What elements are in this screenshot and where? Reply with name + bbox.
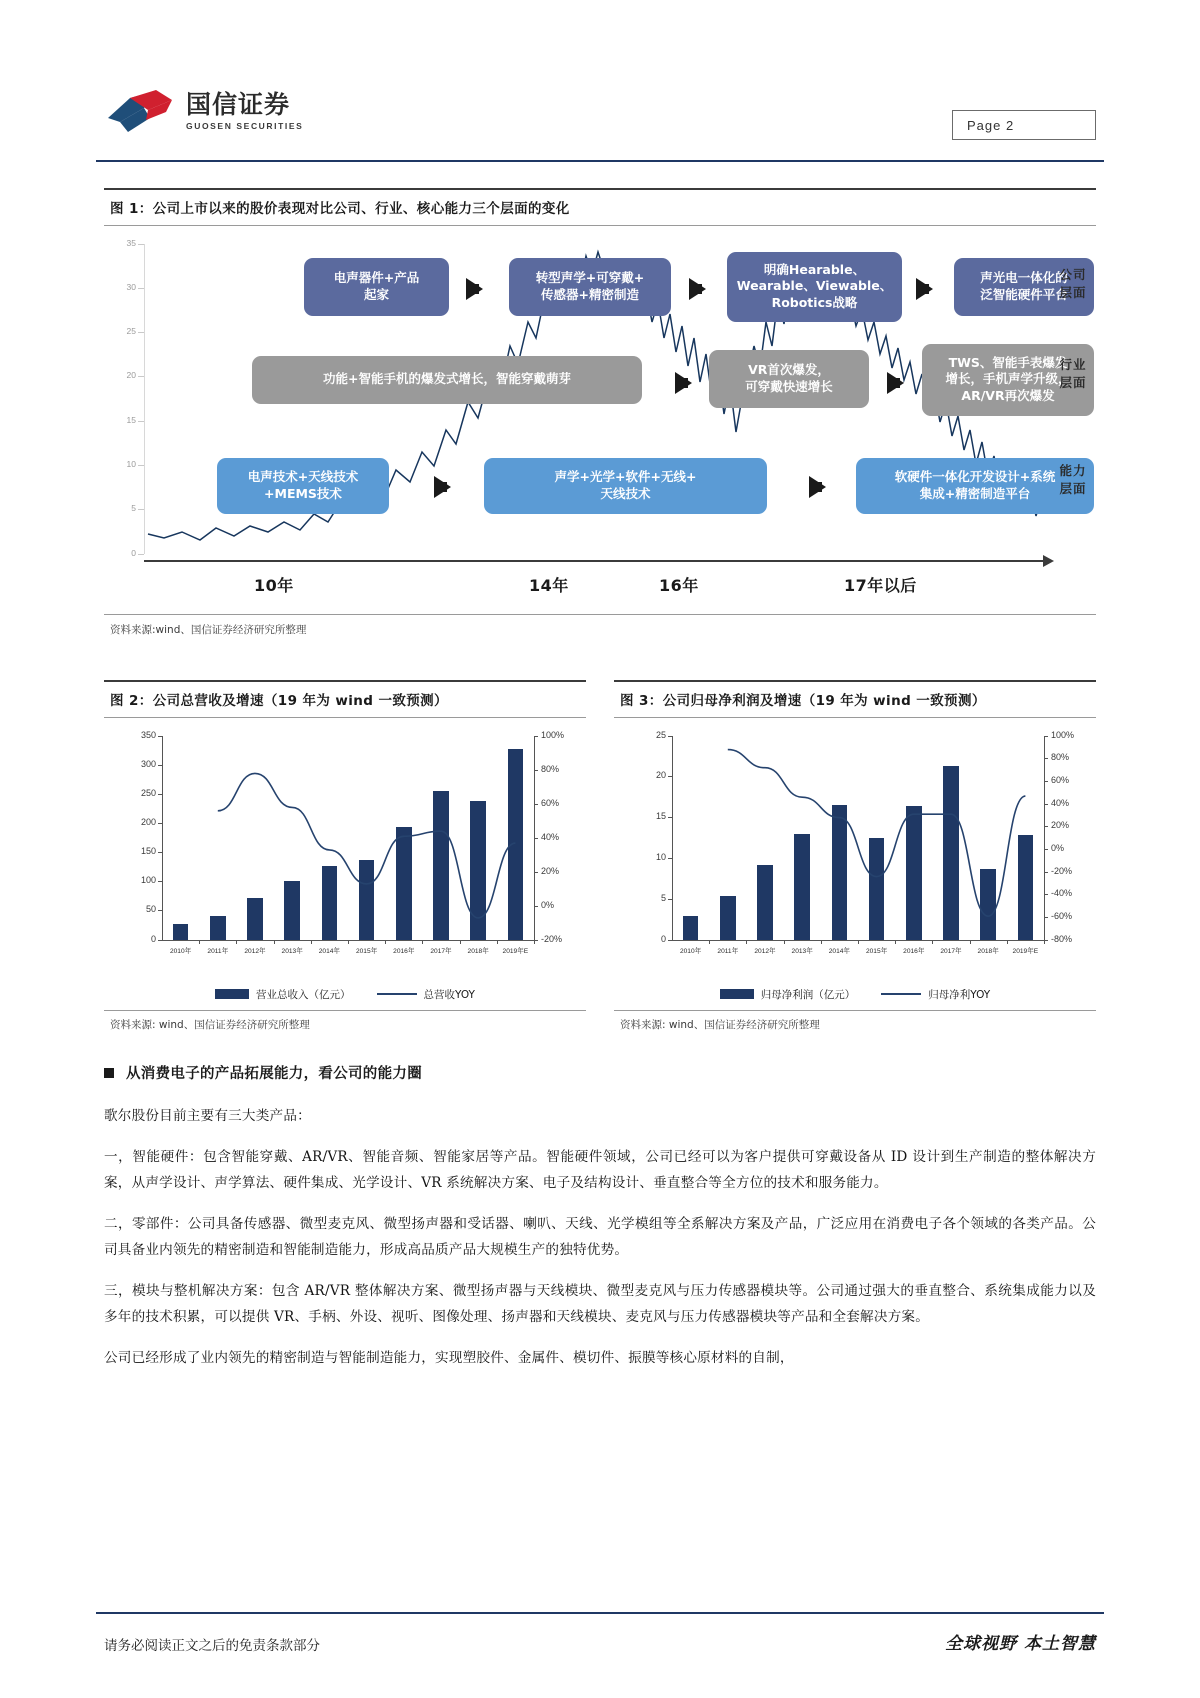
- arrow-capability-2: [809, 476, 826, 498]
- fig2-plot-y2-tickmark: [534, 872, 538, 873]
- arrow-company-2: [689, 278, 706, 300]
- figure-3-source: 资料来源: wind、国信证券经济研究所整理: [620, 1018, 820, 1031]
- fig3-plot-y-tick: 10: [655, 851, 666, 862]
- fig2-plot-x-tickmark: [385, 940, 386, 944]
- arrow-company-1: [466, 278, 483, 300]
- fig3-plot-category-label: 2011年: [717, 947, 739, 955]
- fig3-plot-x-tickmark: [821, 940, 822, 944]
- fig3-plot-x-tickmark: [784, 940, 785, 944]
- figure-1-x-axis: [144, 560, 1044, 562]
- legend-line-swatch: [377, 993, 417, 995]
- fig3-plot-bar: [757, 865, 773, 940]
- fig2-plot-x-tickmark: [422, 940, 423, 944]
- fig3-plot-y-tickmark: [668, 817, 672, 818]
- capability-box-2: 声学+光学+软件+无线+ 天线技术: [484, 458, 767, 514]
- fig2-plot-y-tick: 350: [140, 729, 156, 740]
- industry-box-2: VR首次爆发， 可穿戴快速增长: [709, 350, 869, 408]
- fig2-plot-y2-tickmark: [534, 736, 538, 737]
- fig2-plot-y-tickmark: [158, 940, 162, 941]
- layer-label-capability: 能力 层面: [1059, 462, 1087, 497]
- fig2-plot-x-tickmark: [274, 940, 275, 944]
- fig3-plot-y-tick: 0: [660, 933, 666, 944]
- figure-1-source: 资料来源:wind、国信证券经济研究所整理: [110, 623, 307, 636]
- fig2-plot-y-tickmark: [158, 794, 162, 795]
- legend-bar-label: 营业总收入（亿元）: [256, 988, 351, 1001]
- fig2-plot-category-label: 2014年: [318, 947, 341, 955]
- fig2-plot-bar: [210, 916, 226, 940]
- fig3-plot-category-label: 2015年: [865, 947, 888, 955]
- fig3-plot-y2-tick: 0%: [1051, 842, 1065, 853]
- fig2-plot-y2-tickmark: [534, 804, 538, 805]
- fig3-plot-x-tickmark: [1044, 940, 1045, 944]
- figure-2-plot: [104, 718, 586, 1008]
- fig3-plot-y2-tick: -80%: [1051, 933, 1073, 944]
- fig2-plot-category-label: 2012年: [244, 947, 266, 955]
- fig3-plot-category-label: 2013年: [791, 947, 813, 955]
- legend-bar-label: 归母净利润（亿元）: [760, 988, 856, 1001]
- fig2-plot-y2-tick: 100%: [541, 729, 565, 740]
- header-divider: [96, 160, 1104, 162]
- fig3-plot-y2-tickmark: [1044, 894, 1048, 895]
- fig2-plot-y-tick: 150: [140, 846, 156, 857]
- company-box-4: 声光电一体化的 泛智能硬件平台: [954, 258, 1094, 316]
- fig3-plot-y2-tickmark: [1044, 781, 1048, 782]
- fig3-plot-category-label: 2016年: [903, 947, 925, 955]
- fig3-plot-x-tickmark: [932, 940, 933, 944]
- fig2-plot-y2-tick: 40%: [541, 831, 560, 842]
- paragraph-2: 二，零部件：公司具备传感器、微型麦克风、微型扬声器和受话器、喇叭、天线、光学模组等全系解决方案及产品，广泛应用在消费电子各个领域的各类产品。公司具备业内领先的精密制造和智能制造能力，形成高品质产品大规模生产的独特优势。: [104, 1215, 1096, 1258]
- fig2-plot-y-tick: 50: [145, 904, 156, 915]
- arrow-capability-1: [434, 476, 451, 498]
- fig3-plot-bar: [1018, 835, 1034, 939]
- fig2-plot-x-tickmark: [497, 940, 498, 944]
- figure-1-y-tick: 10: [126, 459, 136, 470]
- fig3-plot-y2-tick: 20%: [1051, 820, 1070, 831]
- figure-1-y-tick: 30: [126, 281, 136, 292]
- fig3-plot-y2-tickmark: [1044, 872, 1048, 873]
- arrow-industry-2: [887, 372, 904, 394]
- fig3-plot-y2-tick: 60%: [1051, 774, 1070, 785]
- fig3-plot-y2-tickmark: [1044, 758, 1048, 759]
- year-label-3: 16年: [659, 575, 699, 595]
- body-content: [104, 1048, 1096, 1385]
- logo-text-en: GUOSEN SECURITIES: [186, 120, 304, 131]
- company-logo: [104, 88, 303, 134]
- fig2-plot-x-tickmark: [236, 940, 237, 944]
- fig2-plot-bar: [396, 827, 412, 939]
- fig3-plot-category-label: 2019年E: [1012, 947, 1039, 955]
- fig3-plot-y2-tick: 80%: [1051, 752, 1070, 763]
- fig3-plot-category-label: 2010年: [679, 947, 702, 955]
- fig3-plot-y2-tickmark: [1044, 917, 1048, 918]
- fig3-plot-bar: [720, 896, 736, 939]
- figure-2-legend: [104, 987, 586, 1002]
- year-label-4: 17年以后: [844, 575, 917, 595]
- paragraph-3: 三，模块与整机解决方案：包含 AR/VR 整体解决方案、微型扬声器与天线模块、微型麦克风与压力传感器模块等。公司通过强大的垂直整合、系统集成能力以及多年的技术积累，可以提供 VR、手柄、外设、视听、图像处理、扬声器和天线模块、麦克风与压力传感器模块等产品和全套解决方案。: [104, 1282, 1096, 1325]
- figure-1-title: 图 1：公司上市以来的股价表现对比公司、行业、核心能力三个层面的变化: [110, 200, 570, 217]
- legend-bar-swatch: [215, 989, 249, 999]
- company-box-1: 电声器件+产品 起家: [304, 258, 449, 316]
- fig2-plot-x-tickmark: [311, 940, 312, 944]
- fig2-plot-y-tickmark: [158, 823, 162, 824]
- fig2-plot-y2-tickmark: [534, 770, 538, 771]
- fig3-plot-y2-tick: -60%: [1051, 910, 1073, 921]
- fig2-plot-category-label: 2013年: [281, 947, 303, 955]
- fig2-plot-y2-tick: 80%: [541, 763, 560, 774]
- legend-item-bar: [215, 987, 351, 1002]
- fig2-plot-category-label: 2016年: [393, 947, 415, 955]
- fig2-plot-left-axis: [162, 736, 163, 940]
- figure-1-y-tick: 0: [131, 547, 136, 558]
- figure-3-title: 图 3：公司归母净利润及增速（19 年为 wind 一致预测）: [620, 692, 986, 709]
- fig3-plot-y2-tick: 100%: [1051, 729, 1075, 740]
- fig3-plot-y2-tickmark: [1044, 826, 1048, 827]
- layer-label-company: 公司 层面: [1059, 266, 1087, 301]
- layer-label-industry: 行业 层面: [1059, 356, 1087, 391]
- paragraph-intro: 歌尔股份目前主要有三大类产品：: [104, 1108, 311, 1124]
- fig2-plot-bar: [247, 898, 263, 940]
- fig3-plot-y-tickmark: [668, 736, 672, 737]
- page-footer: [104, 1629, 1096, 1654]
- fig3-plot-right-axis: [1044, 736, 1045, 940]
- company-box-2: 转型声学+可穿戴+ 传感器+精密制造: [509, 258, 671, 316]
- fig2-plot-x-tickmark: [199, 940, 200, 944]
- fig2-plot-y-tick: 0: [150, 933, 156, 944]
- figure-3-legend: [614, 987, 1096, 1002]
- arrow-industry-1: [675, 372, 692, 394]
- fig3-plot-y2-tick: 40%: [1051, 797, 1070, 808]
- fig2-plot-bar: [470, 801, 486, 940]
- fig3-plot-left-axis: [672, 736, 673, 940]
- figure-1-y-tick: 5: [131, 503, 136, 514]
- fig3-plot-category-label: 2018年: [977, 947, 999, 955]
- figure-1-canvas: [104, 226, 1096, 614]
- fig2-plot-x-tickmark: [460, 940, 461, 944]
- legend-item-line: [881, 987, 990, 1002]
- fig2-plot-category-label: 2017年: [430, 947, 452, 955]
- fig2-plot-bar: [284, 881, 300, 939]
- fig3-plot-y2-tickmark: [1044, 849, 1048, 850]
- fig3-plot-y-tick: 25: [655, 729, 666, 740]
- fig2-plot-y-tick: 100: [140, 875, 156, 886]
- fig3-plot-x-tickmark: [895, 940, 896, 944]
- fig3-plot-bar: [683, 916, 699, 940]
- figure-3: [614, 680, 1096, 1032]
- figure-1-y-tick: 35: [126, 237, 136, 248]
- legend-bar-swatch: [720, 989, 754, 999]
- fig3-plot-category-label: 2012年: [754, 947, 776, 955]
- fig3-plot-y-tickmark: [668, 776, 672, 777]
- fig3-plot-y-tickmark: [668, 899, 672, 900]
- footer-slogan: 全球视野 本土智慧: [945, 1634, 1096, 1654]
- fig3-plot-bar: [794, 834, 810, 940]
- year-label-1: 10年: [254, 575, 294, 595]
- industry-box-3: TWS、智能手表爆发 增长，手机声学升级， AR/VR再次爆发: [922, 344, 1094, 416]
- fig3-plot-x-tickmark: [858, 940, 859, 944]
- legend-line-label: 归母净利YOY: [928, 988, 991, 1001]
- fig3-plot-y2-tick: -40%: [1051, 888, 1073, 899]
- capability-box-1: 电声技术+天线技术 +MEMS技术: [217, 458, 389, 514]
- fig3-plot-x-tickmark: [709, 940, 710, 944]
- fig2-plot-y-tickmark: [158, 736, 162, 737]
- fig2-plot-category-label: 2018年: [467, 947, 489, 955]
- figure-2-source: 资料来源: wind、国信证券经济研究所整理: [110, 1018, 310, 1031]
- year-label-2: 14年: [529, 575, 569, 595]
- fig2-plot-y2-tick: -20%: [541, 933, 563, 944]
- legend-line-label: 总营收YOY: [423, 988, 475, 1001]
- arrow-company-3: [916, 278, 933, 300]
- fig3-plot-x-tickmark: [746, 940, 747, 944]
- fig2-plot-category-label: 2011年: [207, 947, 229, 955]
- fig2-plot-bar: [322, 866, 338, 939]
- fig2-plot-y-tick: 250: [140, 787, 156, 798]
- figure-1-y-tick: 15: [126, 414, 136, 425]
- fig2-plot-y2-tickmark: [534, 906, 538, 907]
- fig2-plot-bar: [359, 860, 375, 939]
- fig3-plot-y-tick: 5: [660, 892, 666, 903]
- fig3-plot-y2-tickmark: [1044, 804, 1048, 805]
- legend-item-bar: [720, 987, 856, 1002]
- paragraph-1: 一，智能硬件：包含智能穿戴、AR/VR、智能音频、智能家居等产品。智能硬件领域，公司已经可以为客户提供可穿戴设备从 ID 设计到生产制造的整体解决方案，从声学设计、声学算法、硬件集成、光学设计、VR 系统解决方案、电子及结构设计、垂直整合等全方位的技术和服务能力。: [104, 1148, 1096, 1191]
- page-header: [0, 0, 1200, 160]
- fig2-plot-y-tickmark: [158, 765, 162, 766]
- section-heading-text: 从消费电子的产品拓展能力，看公司的能力圈: [126, 1066, 422, 1082]
- industry-box-1: 功能+智能手机的爆发式增长，智能穿戴萌芽: [252, 356, 642, 404]
- fig3-plot-category-label: 2014年: [828, 947, 851, 955]
- fig3-plot-y-tickmark: [668, 940, 672, 941]
- capability-box-3: 软硬件一体化开发设计+系统 集成+精密制造平台: [856, 458, 1094, 514]
- fig3-plot-bar: [906, 806, 922, 940]
- company-box-3: 明确Hearable、 Wearable、Viewable、 Robotics战略: [727, 252, 902, 322]
- fig2-plot-x-tickmark: [534, 940, 535, 944]
- fig2-plot-category-label: 2019年E: [502, 947, 529, 955]
- fig3-plot-y2-tickmark: [1044, 736, 1048, 737]
- footer-disclaimer: 请务必阅读正文之后的免责条款部分: [104, 1638, 320, 1654]
- figure-2-title: 图 2：公司总营收及增速（19 年为 wind 一致预测）: [110, 692, 448, 709]
- fig2-plot-bar: [433, 791, 449, 940]
- fig2-plot-y-tickmark: [158, 852, 162, 853]
- figure-1: [104, 188, 1096, 637]
- page-number-box: Page 2: [952, 110, 1096, 140]
- square-bullet-icon: [104, 1068, 114, 1078]
- fig2-plot-x-tickmark: [348, 940, 349, 944]
- fig3-plot-bar: [943, 766, 959, 940]
- figure-1-y-tick: 25: [126, 326, 136, 337]
- fig2-plot-y2-tick: 0%: [541, 899, 555, 910]
- paragraph-4: 公司已经形成了业内领先的精密制造与智能制造能力，实现塑胶件、金属件、模切件、振膜等核心原材料的自制，: [104, 1349, 794, 1366]
- fig3-plot-x-tickmark: [970, 940, 971, 944]
- fig3-plot-x-tickmark: [1007, 940, 1008, 944]
- fig3-plot-category-label: 2017年: [940, 947, 962, 955]
- fig2-plot-y-tick: 300: [140, 758, 156, 769]
- logo-text-cn: 国信证券: [186, 89, 291, 119]
- footer-divider: [96, 1612, 1104, 1614]
- guosen-logo-icon: [104, 88, 176, 134]
- fig3-plot-y-tick: 15: [655, 811, 666, 822]
- section-heading: [104, 1062, 1096, 1083]
- figure-1-y-tick: 20: [126, 370, 136, 381]
- fig2-plot-y-tickmark: [158, 910, 162, 911]
- fig2-plot-category-label: 2015年: [355, 947, 378, 955]
- fig3-plot-y2-tick: -20%: [1051, 865, 1073, 876]
- fig3-plot-bar: [980, 869, 996, 940]
- fig3-plot-y-tick: 20: [655, 770, 666, 781]
- fig2-plot-y2-tick: 60%: [541, 797, 560, 808]
- legend-line-swatch: [881, 993, 921, 995]
- fig2-plot-y2-tick: 20%: [541, 865, 560, 876]
- fig2-plot-y-tick: 200: [140, 817, 156, 828]
- fig3-plot-bar: [869, 838, 885, 940]
- figure-3-plot: [614, 718, 1096, 1008]
- fig2-plot-category-label: 2010年: [169, 947, 192, 955]
- fig2-plot-y2-tickmark: [534, 838, 538, 839]
- fig2-plot-bar: [508, 749, 524, 940]
- fig2-plot-bar: [173, 924, 189, 939]
- legend-item-line: [377, 987, 475, 1002]
- fig2-plot-y-tickmark: [158, 881, 162, 882]
- fig3-plot-bar: [832, 805, 848, 940]
- figure-2: [104, 680, 586, 1032]
- fig3-plot-y-tickmark: [668, 858, 672, 859]
